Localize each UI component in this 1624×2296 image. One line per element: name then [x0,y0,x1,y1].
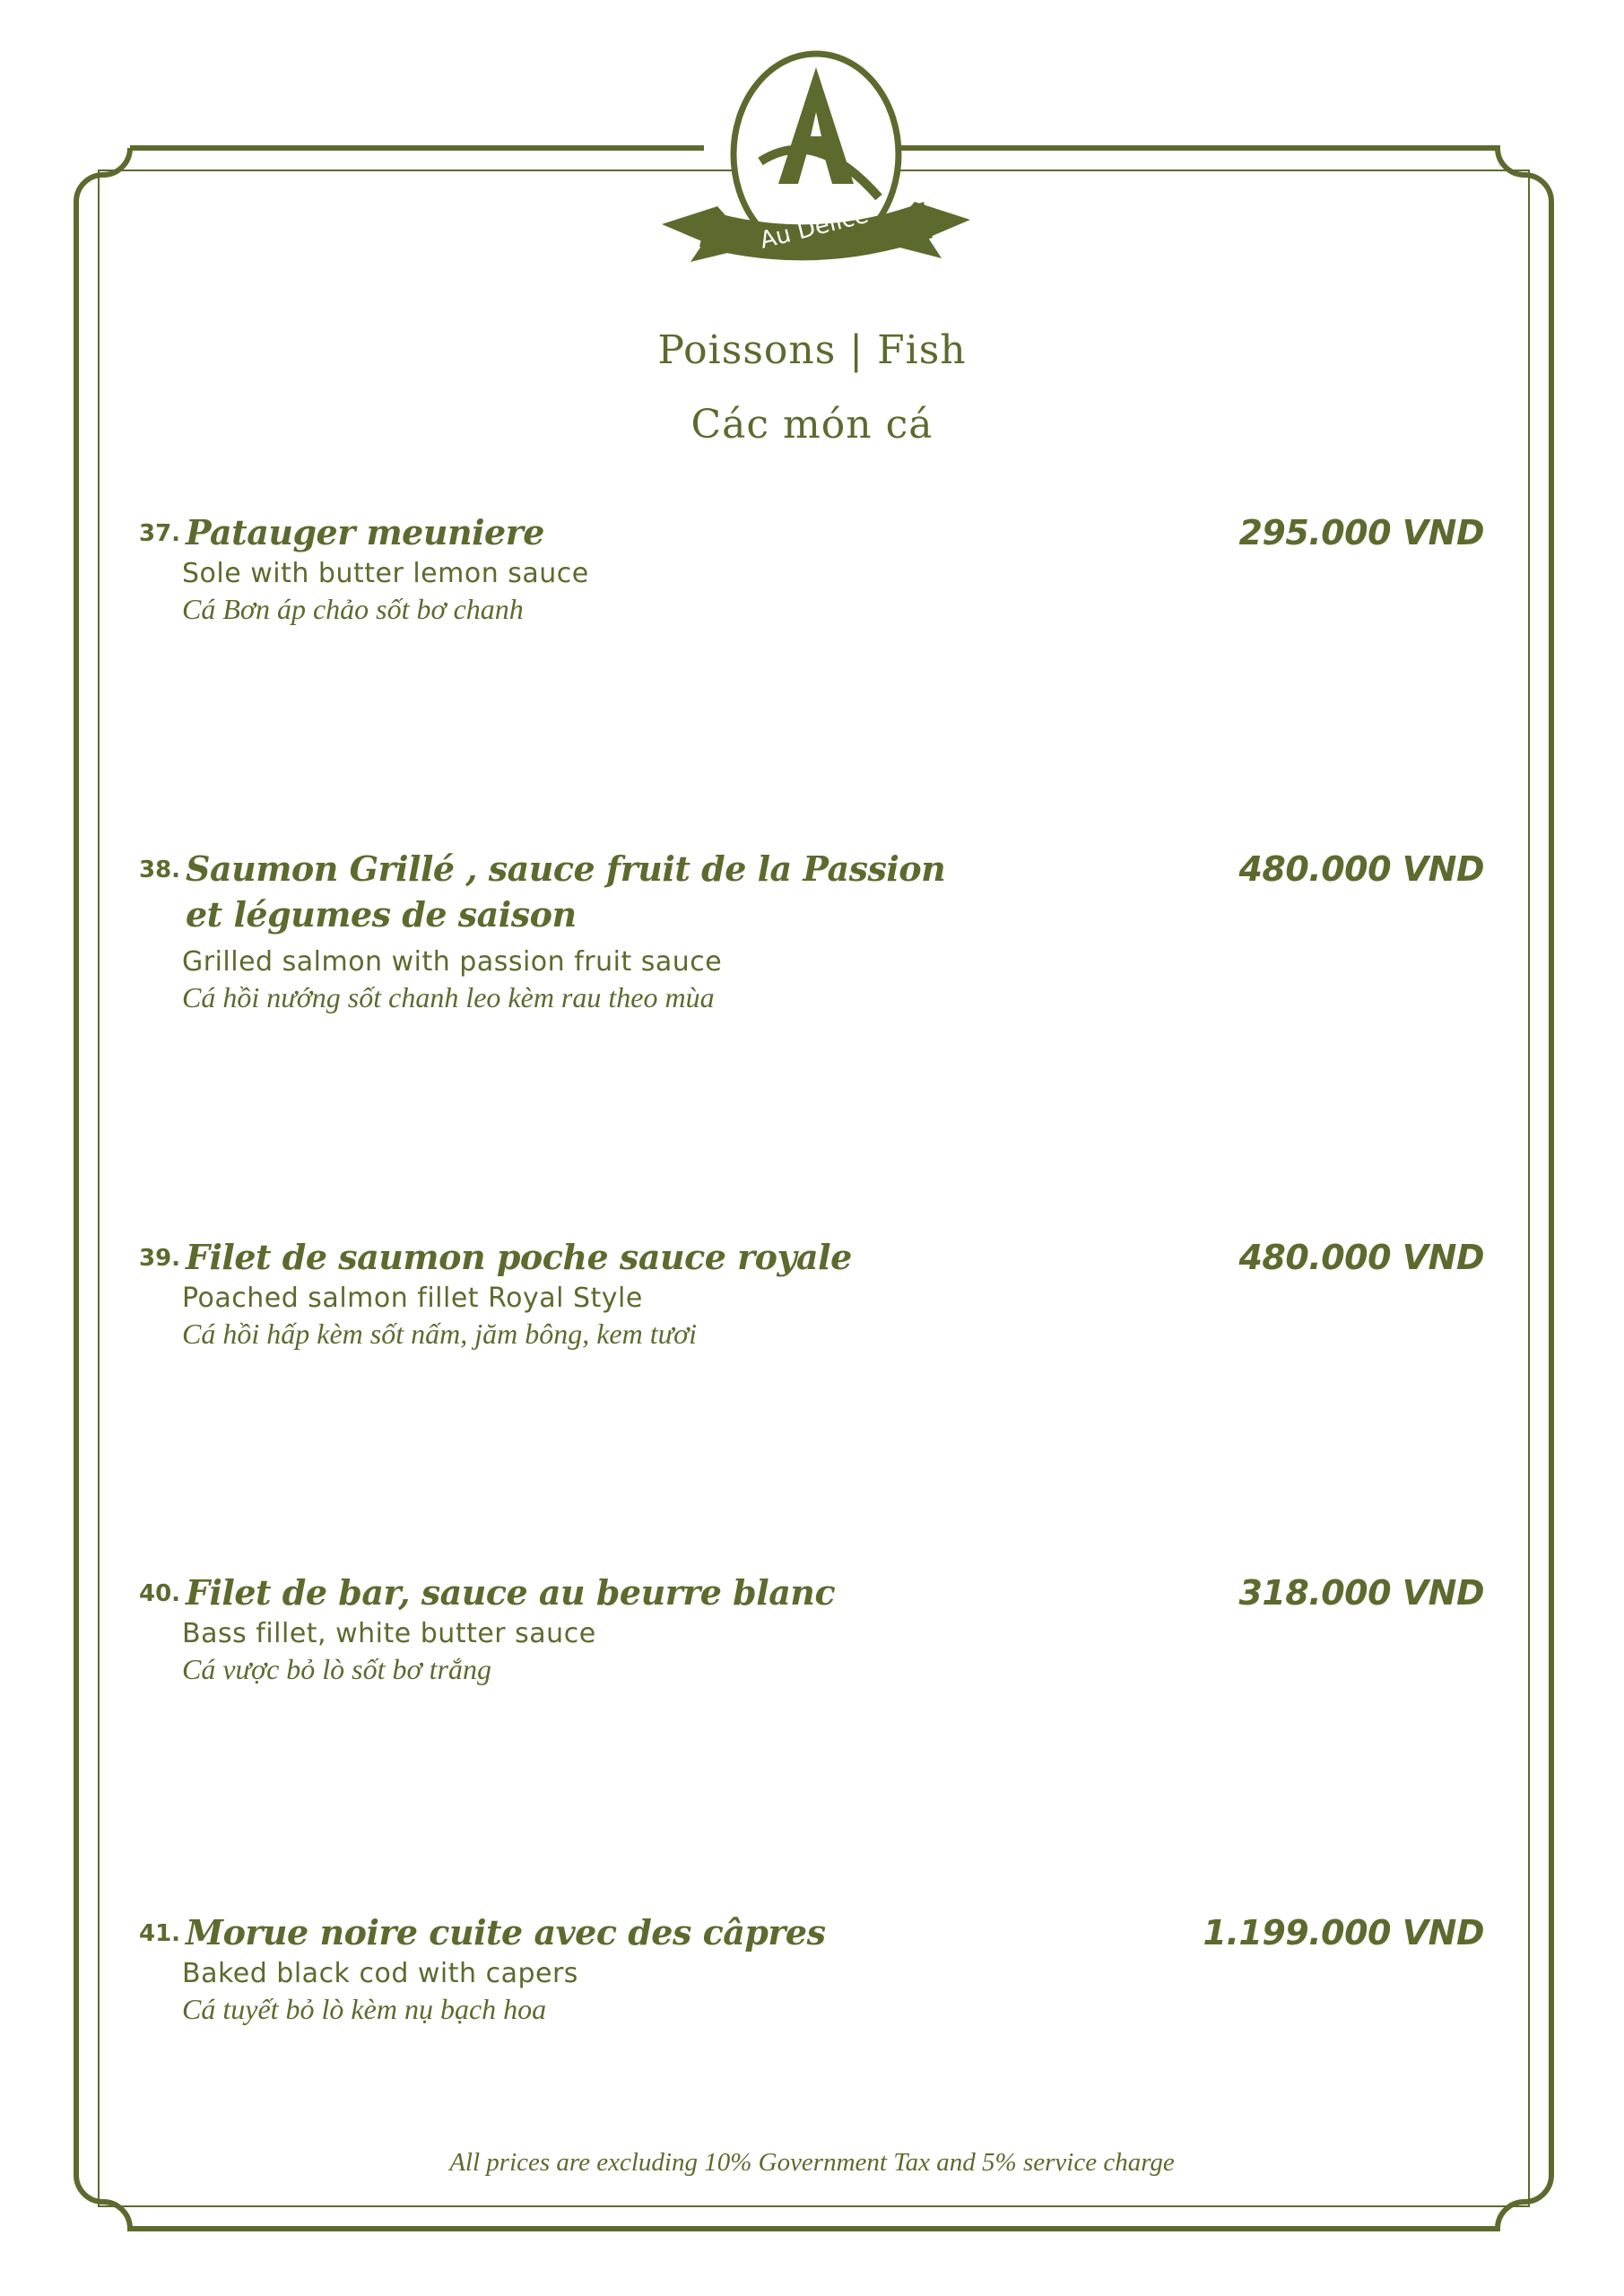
item-number: 41. [139,1920,181,1947]
item-english-description: Sole with butter lemon sauce [182,558,589,589]
item-vietnamese-description: Cá Bơn áp chảo sốt bơ chanh [182,593,524,625]
menu-item [139,839,1484,1014]
item-number: 38. [139,857,181,883]
item-english-description: Bass fillet, white butter sauce [182,1618,596,1649]
item-english-description: Baked black cod with capers [182,1958,578,1989]
item-number: 40. [139,1580,181,1607]
menu-item [139,1902,1484,2026]
item-name-line2: et légumes de saison [186,894,577,935]
item-name: Saumon Grillé , sauce fruit de la Passion [186,848,946,889]
item-name: Morue noire cuite avec des câpres [186,1912,826,1952]
item-name: Filet de bar, sauce au beurre blanc [186,1572,836,1613]
section-title: Poissons | Fish [657,327,967,373]
menu-item [139,1227,1484,1351]
menu-item [139,1562,1484,1686]
item-price: 480.000 VND [1238,1238,1484,1277]
item-vietnamese-description: Cá vược bỏ lò sốt bơ trắng [182,1653,491,1685]
au-delice-logo [655,27,977,296]
price-disclaimer: All prices are excluding 10% Government Tax and 5% service charge [449,2148,1175,2177]
item-name: Patauger meuniere [186,512,544,552]
item-vietnamese-description: Cá hồi nướng sốt chanh leo kèm rau theo mùa [182,981,715,1013]
section-subtitle: Các món cá [690,402,934,448]
item-price: 318.000 VND [1238,1573,1484,1613]
item-vietnamese-description: Cá hồi hấp kèm sốt nấm, jăm bông, kem tươi [182,1318,698,1350]
menu-item [139,502,1484,626]
item-english-description: Grilled salmon with passion fruit sauce [182,946,723,978]
logo-ribbon-text: Au Delice [757,201,872,255]
item-number: 37. [139,520,181,547]
item-english-description: Poached salmon fillet Royal Style [182,1283,643,1314]
item-price: 1.199.000 VND [1203,1913,1484,1952]
item-number: 39. [139,1245,181,1272]
item-price: 295.000 VND [1238,513,1484,552]
item-price: 480.000 VND [1238,849,1484,889]
item-name: Filet de saumon poche sauce royale [186,1237,852,1277]
item-vietnamese-description: Cá tuyết bỏ lò kèm nụ bạch hoa [182,1993,547,2025]
